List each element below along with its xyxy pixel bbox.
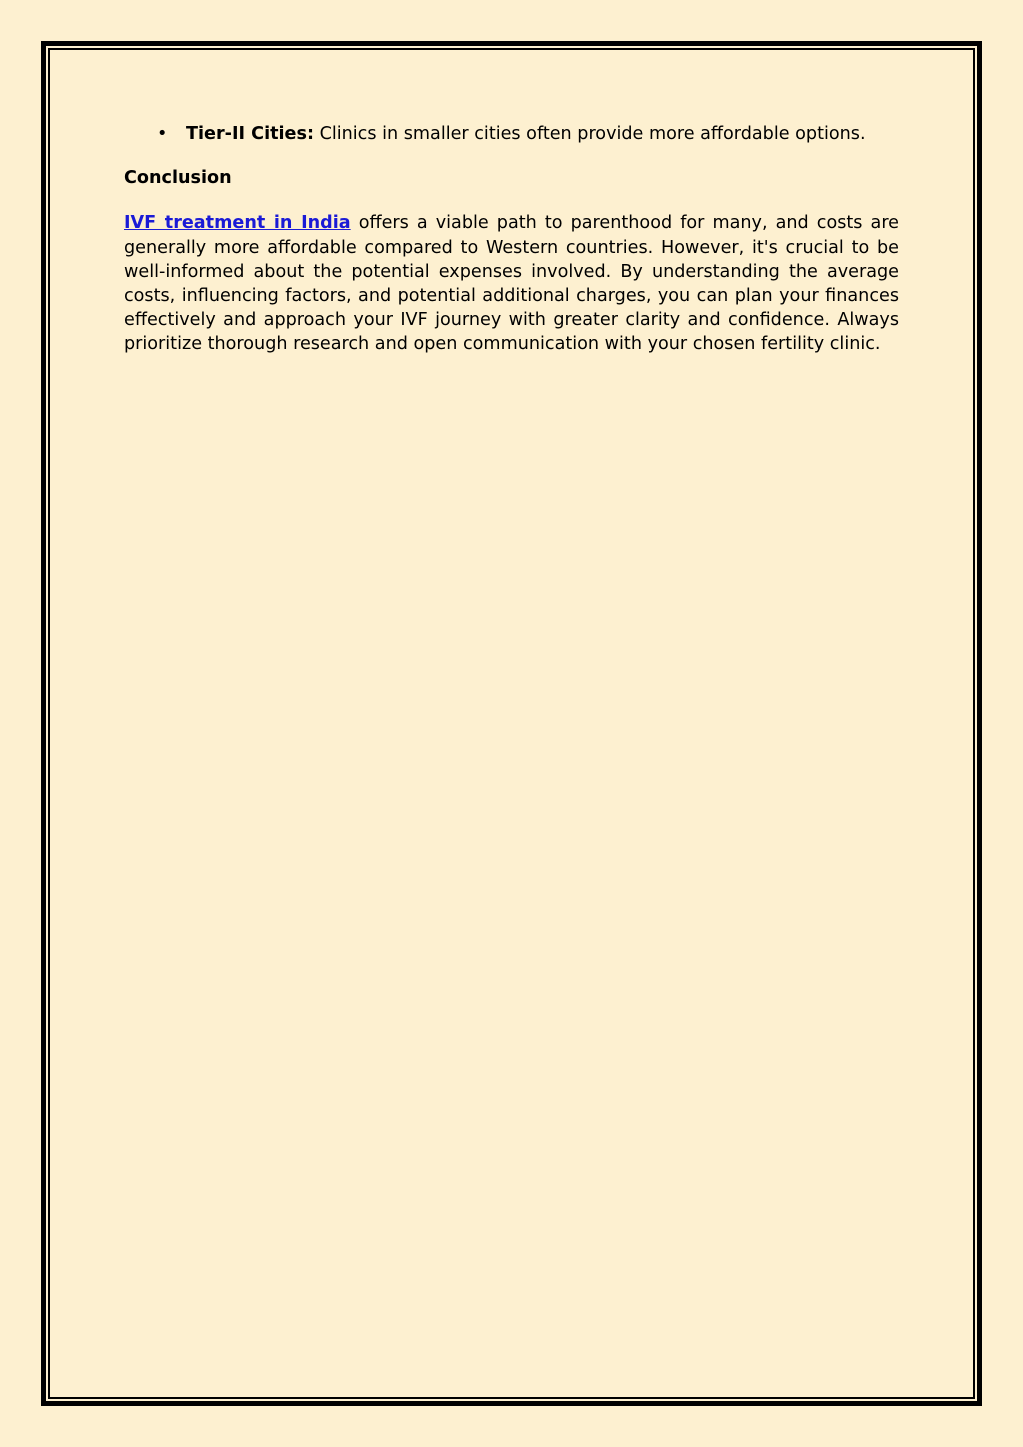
list-item [124,122,899,146]
conclusion-paragraph [124,211,899,356]
bullet-icon: • [157,124,168,144]
conclusion-heading: Conclusion [124,168,232,189]
bullet-text: Clinics in smaller cities often provide more affordable options. [313,124,866,144]
document-content [124,122,899,357]
bullet-list [124,122,899,146]
conclusion-paragraph-text: offers a viable path to parenthood for many, and costs are generally more affordable compared to Western countries. However, it's crucial to be well-informed about the potential expenses involved. By understanding the average costs, influencing factors, and potential additional charges, you can plan your finances effectively and approach your IVF journey with greater clarity and confidence. Always prioritize thorough research and open communication with your chosen fertility clinic. [124,213,899,355]
ivf-treatment-link[interactable]: IVF treatment in India [124,213,351,234]
bullet-label: Tier-II Cities: [186,124,314,144]
